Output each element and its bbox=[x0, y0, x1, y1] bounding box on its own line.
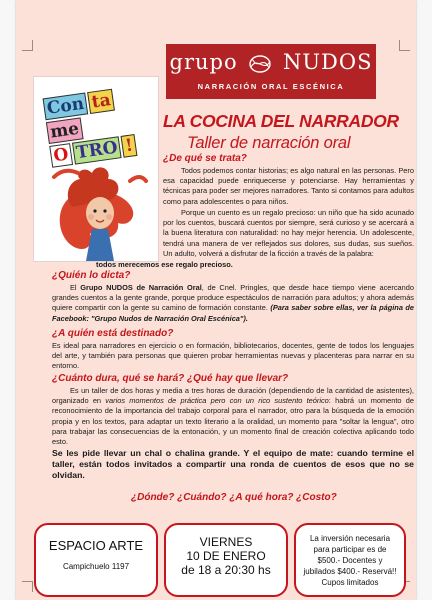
paragraph: Porque un cuento es un regalo precioso: un niño que ha sido acunado por los cuentos, buscará cuentos por siempre, será curioso y se acercará a la buena literatura con naturalidad: no hay mejor herencia. Un adolescente, tendrá una manera de ver reflejados sus dolores, sus dudas, sus sueños. Un adulto, volverá a disfrutar de la ficción a través de la palabra: bbox=[163, 208, 414, 258]
crop-mark bbox=[22, 40, 33, 51]
logo-word-grupo: grupo bbox=[169, 50, 238, 74]
crop-mark bbox=[22, 581, 33, 592]
question-heading: ¿Cuánto dura, qué se hará? ¿Qué hay que llevar? bbox=[52, 373, 289, 384]
date-box bbox=[164, 523, 288, 597]
logo-wordmark bbox=[166, 50, 376, 75]
knot-icon bbox=[247, 53, 273, 75]
artwork-letter: O bbox=[49, 143, 73, 168]
artwork-letter: TRO bbox=[72, 136, 122, 164]
artwork-letter: ! bbox=[121, 134, 137, 158]
logo-word-nudos: NUDOS bbox=[282, 50, 373, 74]
paragraph: Es ideal para narradores en ejercicio o en formación, bibliotecarios, docentes, gente de todos los lenguajes del arte, y también para personas que quieren probar herramientas nuevas y placenteras para narrar en su entorno. bbox=[52, 341, 414, 371]
price-line: $500.- Docentes y bbox=[317, 556, 383, 565]
paragraph bbox=[52, 283, 414, 324]
question-heading: ¿Quién lo dicta? bbox=[52, 270, 131, 281]
venue-box bbox=[34, 523, 158, 597]
price-line: para participar es de bbox=[313, 545, 387, 554]
date-hours: de 18 a 20:30 hs bbox=[181, 563, 271, 577]
logo-tagline: NARRACIÓN ORAL ESCÉNICA bbox=[197, 82, 345, 91]
highlight-text: todos merecemos ese regalo precioso. bbox=[96, 260, 233, 269]
text-run: : habrá un momento de reconocimiento de la importancia del trabajo corporal para el narrador, otro para la búsqueda de la emoción propia y en los textos, para adaptar un texto literario a la oralidad, un momento para "soltar la lengua", otro para trabajar las consecuencias de la entonación, y un momento final de creación colectiva aplicando todo esto. bbox=[52, 396, 414, 447]
question-heading: ¿A quién está destinado? bbox=[52, 328, 174, 339]
paragraph-highlight bbox=[96, 260, 296, 270]
crop-mark bbox=[399, 40, 410, 51]
paragraph-bring: Se les pide llevar un chal o chalina grande. Y el equipo de mate: cuando termine el taller, están todos invitados a compartir una ronda de cuentos de esos que no se olvidan. bbox=[52, 448, 414, 480]
group-logo bbox=[166, 44, 376, 99]
question-heading: ¿Dónde? ¿Cuándo? ¿A qué hora? ¿Costo? bbox=[131, 492, 337, 503]
facebook-note: (Para saber sobre ellas, ver la página de Facebook: "Grupo Nudos de Narración Oral Escénica"). bbox=[52, 303, 414, 323]
workshop-title: LA COCINA DEL NARRADOR bbox=[163, 111, 399, 131]
price-line: La inversión necesaria bbox=[309, 534, 391, 543]
practice-note: varios momentos de práctica pero con un rico sustento teórico bbox=[105, 396, 329, 406]
price-line: Cupos limitados bbox=[321, 578, 379, 587]
paragraph: Todos podemos contar historias; es algo natural en las personas. Pero esa capacidad puede enriquecerse y potenciarse. Hay herramientas y técnicas para poder ser mejores narradores. Tanto si contamos para adultos como para adolescentes o para niños. bbox=[163, 166, 414, 206]
venue-address: Campichuelo 1197 bbox=[62, 562, 130, 571]
artwork-letter: Con bbox=[43, 92, 89, 120]
text-run: El bbox=[70, 283, 77, 292]
artwork-letter: ta bbox=[87, 89, 115, 114]
venue-name: ESPACIO ARTE bbox=[48, 538, 144, 553]
group-name: Grupo NUDOS de Narración Oral bbox=[80, 283, 202, 292]
cover-artwork bbox=[33, 76, 159, 262]
paragraph bbox=[52, 386, 414, 447]
text-run: Es un taller de dos horas y media a tres horas de duración (dependiendo de la cantidad de asistentes), organizado en bbox=[52, 386, 414, 406]
price-box bbox=[294, 523, 406, 597]
question-heading: ¿De qué se trata? bbox=[163, 153, 247, 164]
price-line: jubilados $400.- Reservá!! bbox=[303, 567, 397, 576]
date-day: 10 DE ENERO bbox=[186, 549, 266, 563]
artwork-letter: me bbox=[46, 117, 84, 144]
girl-illustration bbox=[34, 77, 158, 261]
text-run: , de Cnel. Pringles, que desde hace tiempo viene acercando grandes cuentos a la gente grande, porque produce espectáculos de narración para adultos; y ahora además quiere compartir con la gente su camino de formación constante. bbox=[52, 283, 414, 313]
workshop-subtitle: Taller de narración oral bbox=[187, 134, 351, 152]
date-weekday: VIERNES bbox=[199, 535, 253, 549]
